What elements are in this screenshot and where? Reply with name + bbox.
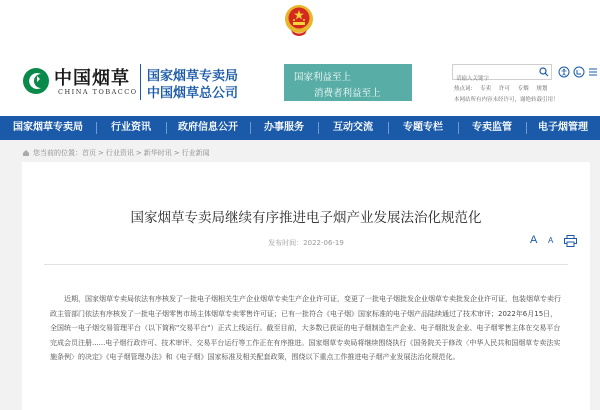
hot-words xyxy=(454,84,553,92)
home-icon xyxy=(22,149,30,157)
top-icon-group xyxy=(558,66,598,80)
logo-divider xyxy=(140,64,141,100)
article-title: 国家烟草专卖局继续有序推进电子烟产业发展法治化规范化 xyxy=(130,210,482,226)
logo-english-name: CHINA TOBACCO xyxy=(58,88,138,96)
breadcrumb-prefix: 您当前的位置： xyxy=(33,149,82,157)
org-name-bureau: 国家烟草专卖局 xyxy=(147,69,239,84)
nav-item-services[interactable]: 办事服务 xyxy=(250,116,318,140)
main-nav xyxy=(0,116,600,140)
article-body xyxy=(50,292,562,365)
article-date: 发布时间：2022-06-19 xyxy=(268,239,344,247)
org-name-corporation: 中国烟草总公司 xyxy=(147,86,239,101)
hot-word-link[interactable]: 规划 xyxy=(536,86,548,92)
article-panel xyxy=(22,162,590,410)
hot-words-label: 热点词: xyxy=(454,86,473,92)
article-paragraph: 近期，国家烟草专卖局依法有序核发了一批电子烟相关生产企业烟草专卖生产企业许可证，变更了一批电子烟批发企业烟草专卖批发企业许可证，包装烟草专卖行政主管部门依法有序核发了一批电子烟零售市场主体烟草专卖零售许可证；已有一批符合《电子烟》国家标准的电子烟产品陆续通过了技术审评；2022年6月15日，全国统一电子烟交易管理平台（以下简称"交易平台"）正式上线运行。截至目前，大多数已获证的电子烟制造生产企业、电子烟批发企业、电子烟零售主体在交易平台完成会员注册......电子烟行政许可、技术审评、交易平台运行等工作正在有序推进。国家烟草专卖局将继续围绕执行《国务院关于修改〈中华人民共和国烟草专卖法实施条例〉的决定》《电子烟管理办法》和《电子烟》国家标准及相关配套政策，围绕以下重点工作推进电子烟产业发展法治化规范化。 xyxy=(50,295,561,361)
breadcrumb xyxy=(22,148,210,158)
nav-item-topics[interactable]: 专题专栏 xyxy=(388,116,458,140)
slogan-line-1: 国家利益至上 xyxy=(294,72,352,83)
elder-mode-icon[interactable] xyxy=(573,66,585,78)
font-increase-button[interactable]: A xyxy=(530,234,538,246)
nav-item-gov-info[interactable]: 政府信息公开 xyxy=(166,116,250,140)
font-decrease-button[interactable]: A xyxy=(548,236,554,245)
menu-icon[interactable] xyxy=(587,66,599,78)
search-box xyxy=(452,64,552,80)
accessibility-icon[interactable] xyxy=(558,66,570,78)
slogan-banner xyxy=(284,64,412,101)
hot-word-link[interactable]: 许可 xyxy=(498,86,510,92)
site-header xyxy=(0,0,600,116)
article-tools xyxy=(530,234,586,250)
print-icon[interactable] xyxy=(564,235,577,247)
breadcrumb-separator: > xyxy=(98,149,104,157)
article-divider xyxy=(44,264,568,265)
nav-item-industry-news[interactable]: 行业资讯 xyxy=(96,116,166,140)
breadcrumb-link-industry-news[interactable]: 行业资讯 xyxy=(105,149,134,157)
china-tobacco-logo-icon xyxy=(22,67,50,95)
breadcrumb-separator: > xyxy=(135,149,142,157)
nav-item-e-cigarette[interactable]: 电子烟管理 xyxy=(526,116,600,140)
nav-item-bureau[interactable]: 国家烟草专卖局 xyxy=(13,122,83,133)
slogan-line-2: 消费者利益至上 xyxy=(314,88,381,99)
search-icon[interactable] xyxy=(539,67,549,77)
breadcrumb-link-home[interactable]: 首页 xyxy=(82,149,96,157)
logo-chinese-name: 中国烟草 xyxy=(54,68,130,89)
nav-item-interaction[interactable]: 互动交流 xyxy=(318,116,388,140)
copyright-notice: 本网站所有内容未经许可，谢绝转载引用！ xyxy=(454,97,559,103)
national-emblem-icon xyxy=(284,4,314,38)
breadcrumb-link-xinhua[interactable]: 新华时讯 xyxy=(143,149,172,157)
breadcrumb-separator: > xyxy=(173,149,180,157)
hot-word-link[interactable]: 专烟 xyxy=(517,86,529,92)
breadcrumb-link-industry-news-current[interactable]: 行业新闻 xyxy=(181,149,210,157)
nav-item-supervision[interactable]: 专卖监管 xyxy=(458,116,526,140)
hot-word-link[interactable]: 专卖 xyxy=(480,86,492,92)
